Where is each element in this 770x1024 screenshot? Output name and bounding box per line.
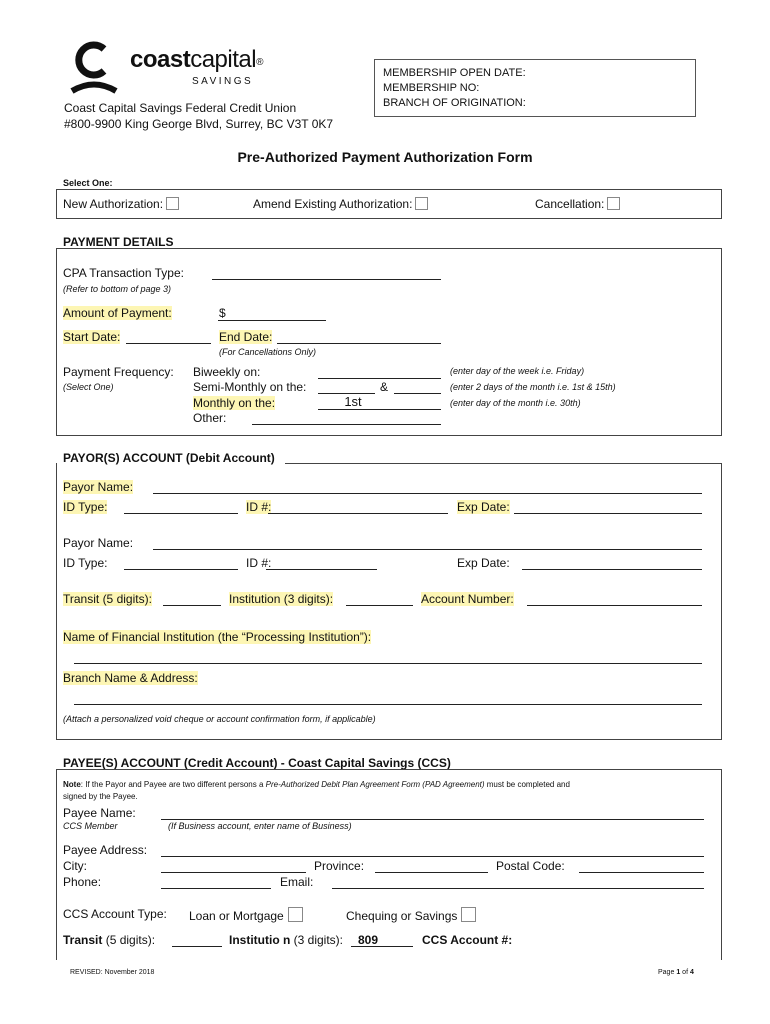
payee-transit-rest: (5 digits): bbox=[102, 933, 156, 947]
payee-note-text-2: must be completed and bbox=[484, 780, 570, 789]
id-type-2-field[interactable] bbox=[124, 569, 238, 570]
brand-name-light: capital bbox=[190, 46, 257, 73]
loan-mortgage-checkbox[interactable] bbox=[288, 907, 303, 922]
payor-name-field[interactable] bbox=[153, 493, 702, 494]
semi-monthly-label: Semi-Monthly on the: bbox=[193, 380, 307, 394]
id-number-field[interactable] bbox=[268, 513, 448, 514]
payee-note-label: Note bbox=[63, 780, 81, 789]
payor-box-top bbox=[285, 463, 721, 464]
id-type-2-label: ID Type: bbox=[63, 556, 108, 570]
new-authorization-option[interactable] bbox=[63, 197, 179, 211]
payor-name-2-label: Payor Name: bbox=[63, 536, 134, 550]
payee-institution-label bbox=[229, 933, 343, 947]
cancellation-checkbox[interactable] bbox=[607, 197, 620, 210]
monthly-value[interactable]: 1st bbox=[344, 394, 362, 409]
membership-open-date-label: MEMBERSHIP OPEN DATE: bbox=[383, 67, 526, 79]
branch-field[interactable] bbox=[74, 704, 702, 705]
page-number bbox=[658, 969, 694, 976]
payee-note-italic: Pre-Authorized Debit Plan Agreement Form (PAD Agreement) bbox=[265, 780, 485, 789]
phone-label: Phone: bbox=[63, 875, 102, 889]
email-field[interactable] bbox=[332, 888, 704, 889]
amend-authorization-label: Amend Existing Authorization: bbox=[253, 197, 413, 211]
new-authorization-checkbox[interactable] bbox=[166, 197, 179, 210]
revised-date: REVISED: November 2018 bbox=[70, 969, 155, 976]
monthly-field[interactable] bbox=[318, 409, 441, 410]
financial-institution-field[interactable] bbox=[74, 663, 702, 664]
semi-monthly-hint: (enter 2 days of the month i.e. 1st & 15th) bbox=[450, 382, 616, 392]
id-number-2-field[interactable] bbox=[266, 569, 377, 570]
dollar-sign: $ bbox=[219, 306, 226, 320]
institution-field[interactable] bbox=[346, 605, 413, 606]
page-total: 4 bbox=[689, 969, 694, 976]
amend-authorization-option[interactable] bbox=[253, 197, 428, 211]
id-number-label: ID #: bbox=[246, 500, 272, 514]
payee-note-text-1: : If the Payor and Payee are two different persons a bbox=[80, 780, 266, 789]
cpa-type-label: CPA Transaction Type: bbox=[63, 266, 184, 280]
monthly-label: Monthly on the: bbox=[193, 396, 276, 410]
end-date-label: End Date: bbox=[219, 330, 273, 344]
account-number-label: Account Number: bbox=[421, 592, 514, 606]
select-one-label: Select One: bbox=[63, 178, 113, 188]
end-date-note: (For Cancellations Only) bbox=[219, 347, 317, 357]
email-label: Email: bbox=[280, 875, 314, 889]
amount-field[interactable] bbox=[218, 320, 326, 321]
payee-heading: PAYEE(S) ACCOUNT (Credit Account) - Coast Capital Savings (CCS) bbox=[63, 756, 451, 770]
payor-box bbox=[56, 463, 722, 740]
frequency-note: (Select One) bbox=[63, 382, 114, 392]
monthly-hint: (enter day of the month i.e. 30th) bbox=[450, 398, 581, 408]
city-label: City: bbox=[63, 859, 87, 873]
cpa-type-field[interactable] bbox=[212, 279, 441, 280]
payee-address-label: Payee Address: bbox=[63, 843, 148, 857]
payee-address-field[interactable] bbox=[161, 856, 704, 857]
id-type-label: ID Type: bbox=[63, 500, 108, 514]
attach-note: (Attach a personalized void cheque or account confirmation form, if applicable) bbox=[63, 714, 376, 724]
payee-name-label: Payee Name: bbox=[63, 806, 136, 820]
cancellation-option[interactable] bbox=[535, 197, 620, 211]
cpa-type-note: (Refer to bottom of page 3) bbox=[63, 284, 172, 294]
payee-transit-label bbox=[63, 933, 155, 947]
id-number-2-label: ID #: bbox=[246, 556, 272, 570]
brand-name-bold: coast bbox=[130, 46, 191, 73]
frequency-label: Payment Frequency: bbox=[63, 365, 174, 379]
org-name: Coast Capital Savings Federal Credit Union bbox=[64, 101, 297, 115]
transit-field[interactable] bbox=[163, 605, 221, 606]
ccs-member-note: CCS Member bbox=[63, 821, 118, 831]
semi-monthly-field-2[interactable] bbox=[394, 393, 441, 394]
payee-note bbox=[63, 779, 713, 803]
payor-heading: PAYOR(S) ACCOUNT (Debit Account) bbox=[63, 451, 275, 465]
payee-transit-bold: Transit bbox=[63, 933, 103, 947]
brand-subtitle: SAVINGS bbox=[192, 76, 254, 87]
other-label: Other: bbox=[193, 411, 227, 425]
account-number-field[interactable] bbox=[527, 605, 702, 606]
biweekly-label: Biweekly on: bbox=[193, 365, 261, 379]
amount-label: Amount of Payment: bbox=[63, 306, 172, 320]
end-date-field[interactable] bbox=[277, 343, 441, 344]
province-field[interactable] bbox=[375, 872, 488, 873]
province-label: Province: bbox=[314, 859, 365, 873]
chequing-savings-checkbox[interactable] bbox=[461, 907, 476, 922]
institution-label: Institution (3 digits): bbox=[229, 592, 334, 606]
phone-field[interactable] bbox=[161, 888, 271, 889]
cancellation-label: Cancellation: bbox=[535, 197, 605, 211]
payee-institution-value[interactable]: 809 bbox=[358, 933, 379, 947]
page-of: of bbox=[682, 969, 689, 976]
payee-transit-field[interactable] bbox=[172, 946, 222, 947]
business-note: (If Business account, enter name of Business) bbox=[168, 821, 352, 831]
chequing-savings-option[interactable] bbox=[346, 907, 476, 923]
biweekly-hint: (enter day of the week i.e. Friday) bbox=[450, 366, 585, 376]
payor-name-2-field[interactable] bbox=[153, 549, 702, 550]
payor-name-label: Payor Name: bbox=[63, 480, 134, 494]
membership-box bbox=[374, 59, 696, 117]
exp-date-2-field[interactable] bbox=[522, 569, 702, 570]
ccs-account-label: CCS Account #: bbox=[422, 933, 513, 947]
page-title: Pre-Authorized Payment Authorization Form bbox=[237, 149, 533, 165]
postal-code-label: Postal Code: bbox=[496, 859, 565, 873]
semi-monthly-ampersand: & bbox=[380, 380, 389, 394]
page-label: Page bbox=[658, 969, 675, 976]
logo bbox=[64, 40, 304, 95]
chequing-savings-label: Chequing or Savings bbox=[346, 909, 458, 923]
amend-authorization-checkbox[interactable] bbox=[415, 197, 428, 210]
postal-code-field[interactable] bbox=[579, 872, 704, 873]
new-authorization-label: New Authorization: bbox=[63, 197, 164, 211]
city-field[interactable] bbox=[161, 872, 306, 873]
payee-institution-field[interactable] bbox=[351, 946, 413, 947]
start-date-label: Start Date: bbox=[63, 330, 121, 344]
id-type-field[interactable] bbox=[124, 513, 238, 514]
exp-date-2-label: Exp Date: bbox=[457, 556, 510, 570]
payee-institution-rest: (3 digits): bbox=[290, 933, 344, 947]
account-type-label: CCS Account Type: bbox=[63, 907, 167, 921]
other-field[interactable] bbox=[252, 424, 441, 425]
org-address: #800-9900 King George Blvd, Surrey, BC V3T 0K7 bbox=[64, 117, 334, 131]
exp-date-label: Exp Date: bbox=[457, 500, 510, 514]
payment-details-heading: PAYMENT DETAILS bbox=[63, 235, 174, 249]
branch-label: Branch Name & Address: bbox=[63, 671, 198, 685]
financial-institution-label: Name of Financial Institution (the “Processing Institution”): bbox=[63, 630, 372, 644]
biweekly-field[interactable] bbox=[318, 378, 441, 379]
membership-no-label: MEMBERSHIP NO: bbox=[383, 82, 480, 94]
loan-mortgage-option[interactable] bbox=[189, 907, 303, 923]
branch-of-origination-label: BRANCH OF ORIGINATION: bbox=[383, 97, 526, 109]
coast-capital-c-icon bbox=[66, 40, 122, 94]
transit-label: Transit (5 digits): bbox=[63, 592, 152, 606]
loan-mortgage-label: Loan or Mortgage bbox=[189, 909, 284, 923]
payee-note-line2: signed by the Payee. bbox=[63, 792, 138, 801]
page-current: 1 bbox=[676, 969, 681, 976]
payee-institution-bold: Institutio n bbox=[229, 933, 291, 947]
start-date-field[interactable] bbox=[126, 343, 211, 344]
exp-date-field[interactable] bbox=[514, 513, 702, 514]
payee-name-field[interactable] bbox=[161, 819, 704, 820]
registered-mark: ® bbox=[256, 57, 263, 68]
